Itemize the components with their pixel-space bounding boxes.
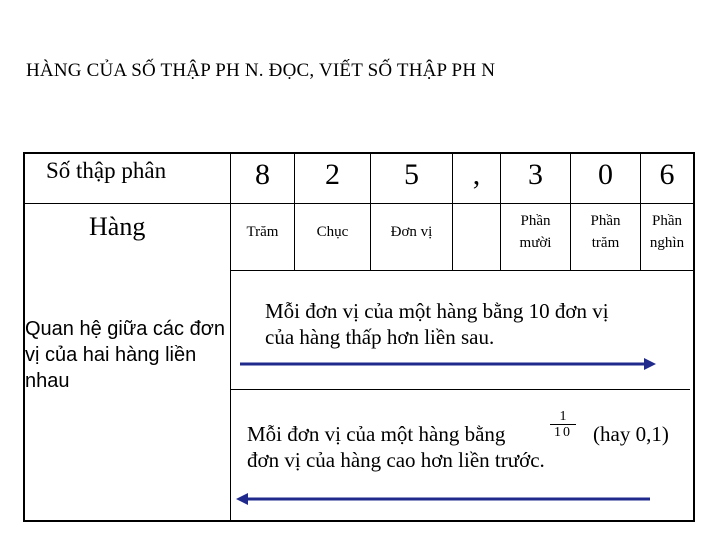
digit-tens: 2 <box>325 158 340 191</box>
note-one-tenth-line2: đơn vị của hàng cao hơn liền trước. <box>247 448 545 472</box>
place-ones: Đơn vị <box>390 224 433 240</box>
digit-thousandths: 6 <box>659 158 675 191</box>
row-label-decimal-number: Số thập phân <box>46 158 167 183</box>
place-hundreds: Trăm <box>246 224 279 240</box>
place-tenths-line1: Phần <box>520 213 551 229</box>
digit-hundreds: 8 <box>255 158 270 191</box>
relation-label: Quan hệ giữa các đơn vị của hai hàng liền nhau <box>25 318 225 392</box>
digit-tenths: 3 <box>528 158 543 191</box>
page-title: HÀNG CỦA SỐ THẬP PH N. ĐỌC, VIẾT SỐ THẬP PH N <box>26 60 496 81</box>
place-hundredths-line2: trăm <box>591 235 620 251</box>
note-ten-units-line1: Mỗi đơn vị của một hàng bằng 10 đơn vị <box>265 299 609 323</box>
digit-ones: 5 <box>404 158 419 191</box>
fraction-numerator: 1 <box>550 409 576 425</box>
place-tens: Chục <box>316 224 349 240</box>
place-thousandths-line1: Phần <box>652 213 682 229</box>
place-thousandths-line2: nghìn <box>649 235 685 251</box>
digit-hundredths: 0 <box>598 158 613 191</box>
place-tenths-line2: mười <box>519 235 552 251</box>
place-hundredths-line1: Phần <box>590 213 621 229</box>
fraction-denominator: 10 <box>554 425 572 440</box>
row-label-place: Hàng <box>89 212 146 241</box>
note-one-tenth-part2: (hay 0,1) <box>593 422 669 446</box>
note-ten-units-line2: của hàng thấp hơn liền sau. <box>265 325 495 349</box>
decimal-comma: , <box>472 158 481 191</box>
note-one-tenth-part1: Mỗi đơn vị của một hàng bằng <box>247 422 506 446</box>
